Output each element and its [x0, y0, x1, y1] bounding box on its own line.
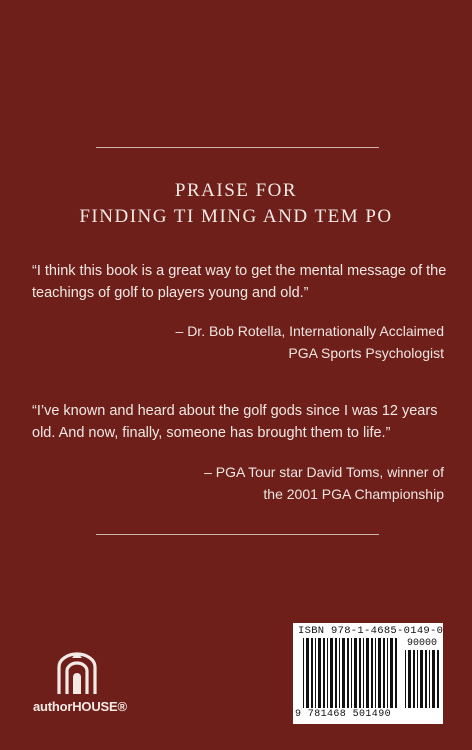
quote-toms: “I’ve known and heard about the golf gods since I was 12 years old. And now, finally, someone has brought them to life.” [32, 403, 438, 441]
barcode-bar [437, 650, 439, 708]
attribution-line: PGA Sports Psychologist [288, 345, 444, 361]
barcode-bar [339, 638, 340, 708]
barcode-bar [387, 638, 388, 708]
barcode-bar [303, 638, 304, 708]
barcode-bar [330, 638, 333, 708]
barcode-bar [378, 638, 381, 708]
barcode-bar [413, 650, 415, 708]
barcode-bar [383, 638, 385, 708]
publisher-logo [33, 650, 133, 714]
barcode-bar [429, 650, 430, 708]
barcode-bar [323, 638, 325, 708]
authorhouse-logo-icon [54, 650, 100, 696]
barcode-bar [363, 638, 364, 708]
attribution-toms [84, 461, 444, 505]
quote-rotella: “I think this book is a great way to get the mental message of the teachings of golf to players young and old.” [32, 263, 447, 301]
barcode-bar [390, 638, 393, 708]
addon-barcode-bars [405, 650, 443, 708]
publisher-name: authorHOUSE® [33, 699, 127, 714]
ean-barcode-bars [303, 638, 401, 708]
barcode-bar [335, 638, 337, 708]
barcode-bar [417, 650, 418, 708]
barcode-bar [425, 650, 427, 708]
attribution-line: the 2001 PGA Championship [263, 486, 444, 502]
attribution-line: – PGA Tour star David Toms, winner of [204, 464, 444, 480]
barcode-bar [347, 638, 349, 708]
barcode-bar [359, 638, 361, 708]
isbn-text: ISBN 978-1-4685-0149-0 [298, 625, 444, 637]
barcode-bar [342, 638, 345, 708]
barcode-bar [315, 638, 316, 708]
attribution-line: – Dr. Bob Rotella, Internationally Acclaimed [175, 323, 444, 339]
barcode-bar [366, 638, 369, 708]
attribution-rotella [84, 320, 444, 364]
book-title-heading: FINDING TI MING AND TEM PO [79, 206, 393, 227]
barcode-bar [405, 650, 406, 708]
praise-heading: PRAISE FOR [174, 180, 298, 201]
barcode-bar [395, 638, 397, 708]
top-divider [96, 147, 379, 148]
bottom-divider [96, 534, 379, 535]
barcode-bar [408, 650, 411, 708]
barcode-bar [327, 638, 328, 708]
barcode-bar [375, 638, 376, 708]
barcode-bar [351, 638, 352, 708]
price-addon-number: 90000 [407, 638, 438, 649]
barcode-bar [318, 638, 321, 708]
isbn-barcode [293, 623, 443, 724]
barcode-bar [371, 638, 373, 708]
ean-number: 9 781468 501490 [295, 709, 392, 720]
barcode-bar [432, 650, 435, 708]
barcode-bar [306, 638, 309, 708]
barcode-bar [311, 638, 313, 708]
barcode-bar [420, 650, 423, 708]
barcode-bar [354, 638, 357, 708]
